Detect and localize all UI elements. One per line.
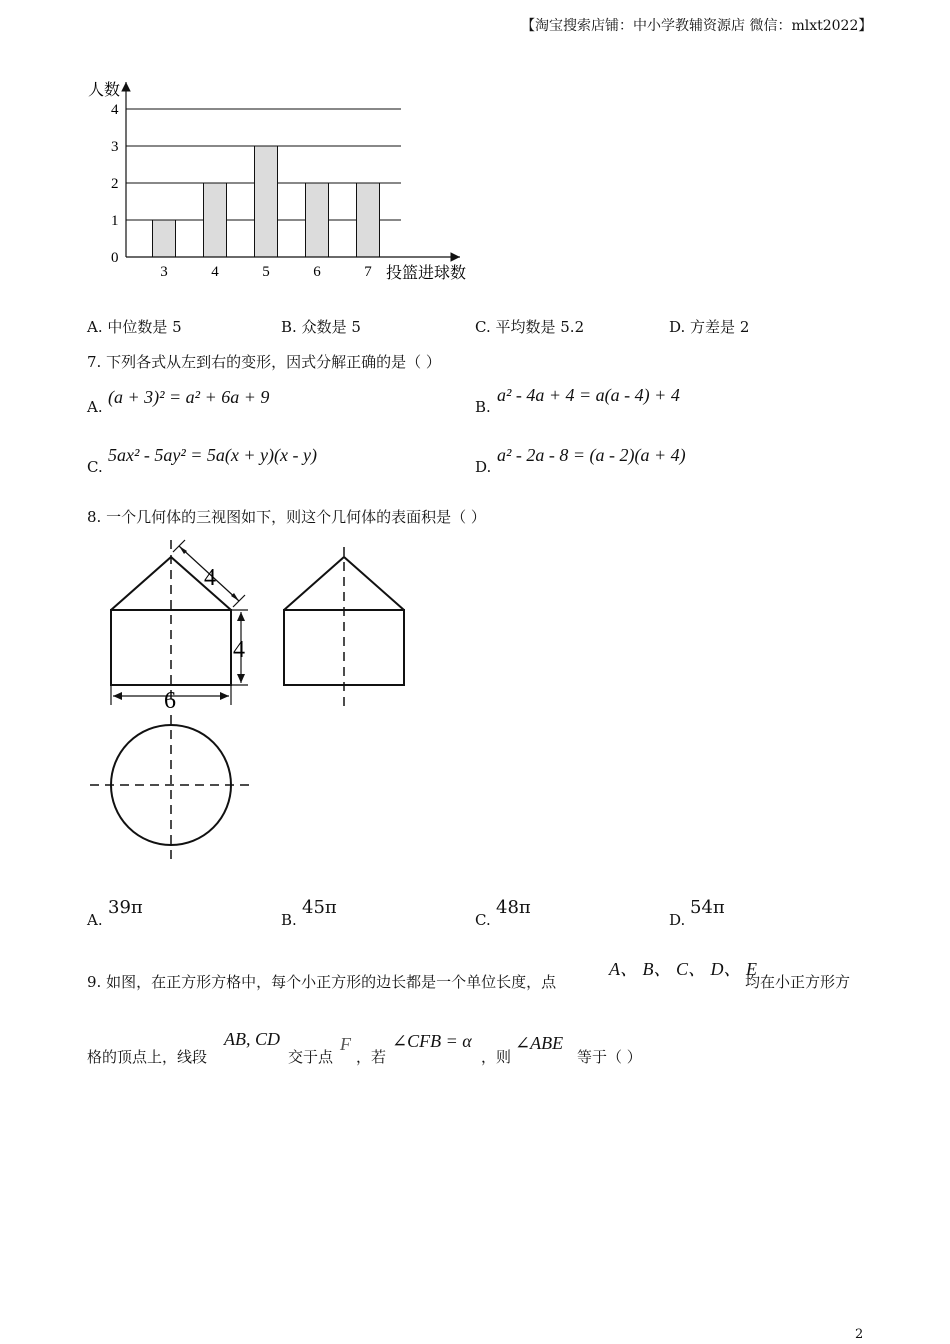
slant-label: 4 [204,565,216,591]
q8-option-b-value[interactable]: 45π [302,897,337,918]
chart-bar [204,183,227,257]
chart-ytick-label: 1 [111,213,119,229]
chart-ytick-label: 2 [111,176,119,192]
q9-text-then: ，则 [481,1048,512,1066]
bar-chart [80,70,480,290]
q8-option-d-letter[interactable]: D. [669,911,686,929]
q8-option-a-value[interactable]: 39π [108,897,143,918]
q9-text-if: ，若 [356,1048,387,1066]
chart-xtick-label: 6 [313,264,321,280]
chart-ytick-label: 4 [111,102,119,118]
q9-line2-suffix: 等于（ ） [577,1048,642,1066]
q6-option-d[interactable]: D. 方差是 2 [669,318,750,336]
chart-ytick-label: 3 [111,139,119,155]
q8-option-c-letter[interactable]: C. [475,911,491,929]
chart-bar [255,146,278,257]
chart-xlabel: 投篮进球数 [386,265,467,282]
q9-line1-suffix: 均在小正方形方 [745,973,851,991]
q6-option-b[interactable]: B. 众数是 5 [281,318,361,336]
height-label: 4 [233,637,245,663]
q8-stem: 8. 一个几何体的三视图如下，则这个几何体的表面积是（ ） [87,508,486,526]
chart-bar [306,183,329,257]
q7-option-b-letter[interactable]: B. [475,398,491,416]
q7-option-c-expr[interactable]: 5ax² - 5ay² = 5a(x + y)(x - y) [108,445,317,465]
chart-ylabel: 人数 [88,82,121,99]
q9-points: A、 B、 C、 D、 E [609,959,757,979]
q9-point-f: F [340,1034,351,1054]
width-label: 6 [164,688,176,714]
q7-option-c-letter[interactable]: C. [87,458,103,476]
q8-option-a-letter[interactable]: A. [87,911,103,929]
q9-text-intersect: 交于点 [288,1048,334,1066]
q9-line1-prefix: 9. 如图，在正方形方格中，每个小正方形的边长都是一个单位长度，点 [87,973,557,991]
page-number: 2 [855,1327,864,1342]
q9-segments: AB, CD [224,1029,280,1049]
q7-option-d-expr[interactable]: a² - 2a - 8 = (a - 2)(a + 4) [497,445,686,465]
q9-line2-prefix: 格的顶点上，线段 [87,1048,208,1066]
chart-xtick-label: 3 [160,264,168,280]
chart-ytick-label: 0 [111,250,119,266]
q7-option-d-letter[interactable]: D. [475,458,492,476]
q7-option-a-letter[interactable]: A. [87,398,103,416]
chart-bar [153,220,176,257]
q6-option-c[interactable]: C. 平均数是 5.2 [475,318,585,336]
q6-option-a[interactable]: A. 中位数是 5 [87,318,182,336]
q7-option-a-expr[interactable]: (a + 3)² = a² + 6a + 9 [108,387,270,407]
header-shop-note: 【淘宝搜索店铺：中小学教辅资源店 微信：mlxt2022】 [521,18,873,34]
q9-angle-asked: ∠ABE [515,1033,564,1053]
q8-option-c-value[interactable]: 48π [496,897,531,918]
q7-option-b-expr[interactable]: a² - 4a + 4 = a(a - 4) + 4 [497,385,680,405]
q7-stem: 7. 下列各式从左到右的变形，因式分解正确的是（ ） [87,353,441,371]
chart-xtick-label: 5 [262,264,270,280]
chart-bar [357,183,380,257]
q9-angle-given: ∠CFB = α [392,1031,472,1051]
q8-option-d-value[interactable]: 54π [690,897,725,918]
three-view-figure [80,535,420,865]
chart-xtick-label: 7 [364,264,372,280]
q8-option-b-letter[interactable]: B. [281,911,297,929]
chart-xtick-label: 4 [211,264,219,280]
